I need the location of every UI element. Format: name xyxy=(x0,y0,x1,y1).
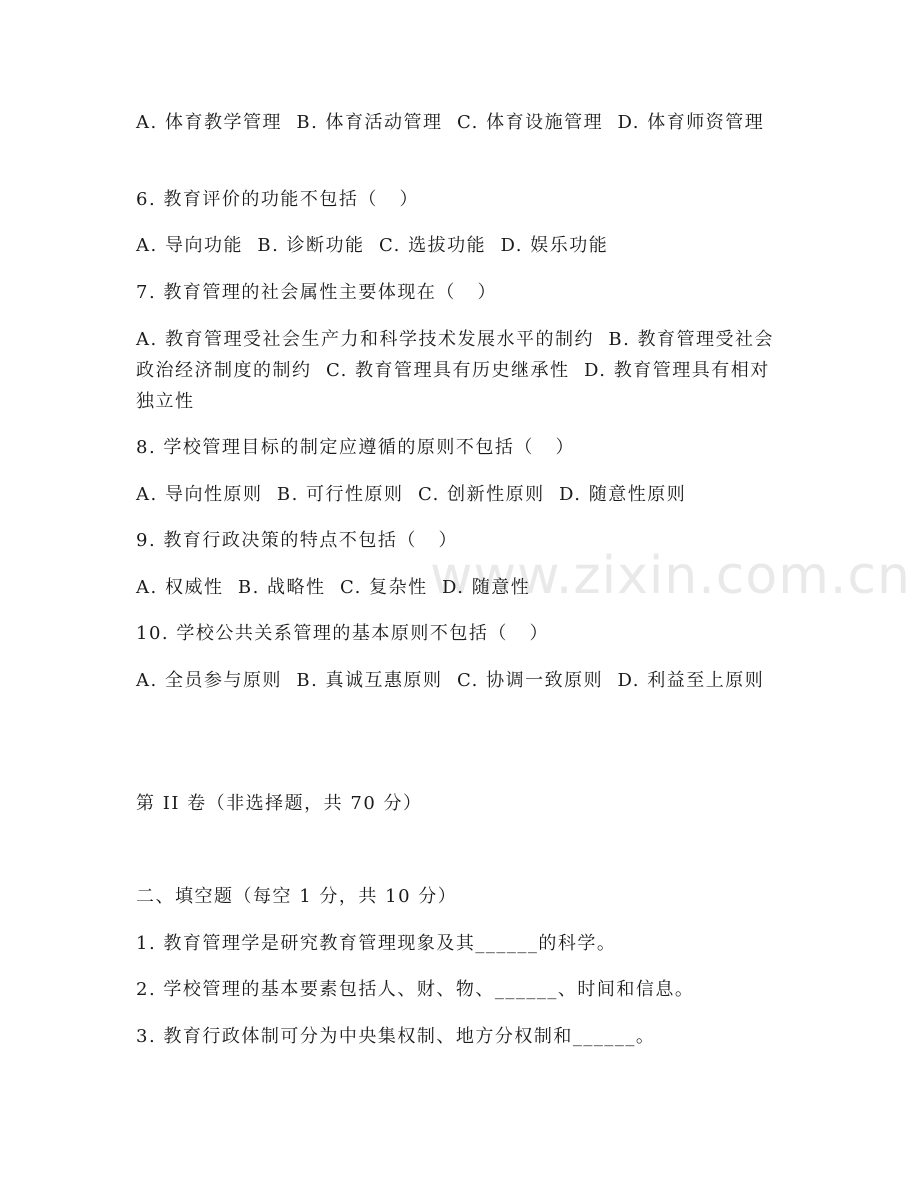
watermark-text: www.zixin.com.cn xyxy=(430,546,911,606)
q7-options: A. 教育管理受社会生产力和科学技术发展水平的制约 B. 教育管理受社会政治经济制度的制约 C. 教育管理具有历史继承性 D. 教育管理具有相对独立性 xyxy=(136,329,775,412)
fill-q1: 1. 教育管理学是研究教育管理现象及其______的科学。 xyxy=(136,933,617,954)
q7-question: 7. 教育管理的社会属性主要体现在（ ） xyxy=(136,282,498,303)
q10-options: A. 全员参与原则 B. 真诚互惠原则 C. 协调一致原则 D. 利益至上原则 xyxy=(136,670,765,691)
q9-options: A. 权威性 B. 战略性 C. 复杂性 D. 随意性 xyxy=(136,577,531,598)
q8-question: 8. 学校管理目标的制定应遵循的原则不包括（ ） xyxy=(136,437,576,458)
q8-options: A. 导向性原则 B. 可行性原则 C. 创新性原则 D. 随意性原则 xyxy=(136,484,687,505)
fill-section-heading: 二、填空题（每空 1 分，共 10 分） xyxy=(136,886,458,907)
q5-options: A. 体育教学管理 B. 体育活动管理 C. 体育设施管理 D. 体育师资管理 xyxy=(136,112,765,133)
fill-q3: 3. 教育行政体制可分为中央集权制、地方分权制和______。 xyxy=(136,1026,656,1047)
q9-question: 9. 教育行政决策的特点不包括（ ） xyxy=(136,530,459,551)
q6-options: A. 导向功能 B. 诊断功能 C. 选拔功能 D. 娱乐功能 xyxy=(136,235,609,256)
part2-heading: 第 II 卷（非选择题，共 70 分） xyxy=(136,793,423,814)
fill-q2: 2. 学校管理的基本要素包括人、财、物、______、时间和信息。 xyxy=(136,979,695,1000)
q6-question: 6. 教育评价的功能不包括（ ） xyxy=(136,189,420,210)
q10-question: 10. 学校公共关系管理的基本原则不包括（ ） xyxy=(136,623,550,644)
